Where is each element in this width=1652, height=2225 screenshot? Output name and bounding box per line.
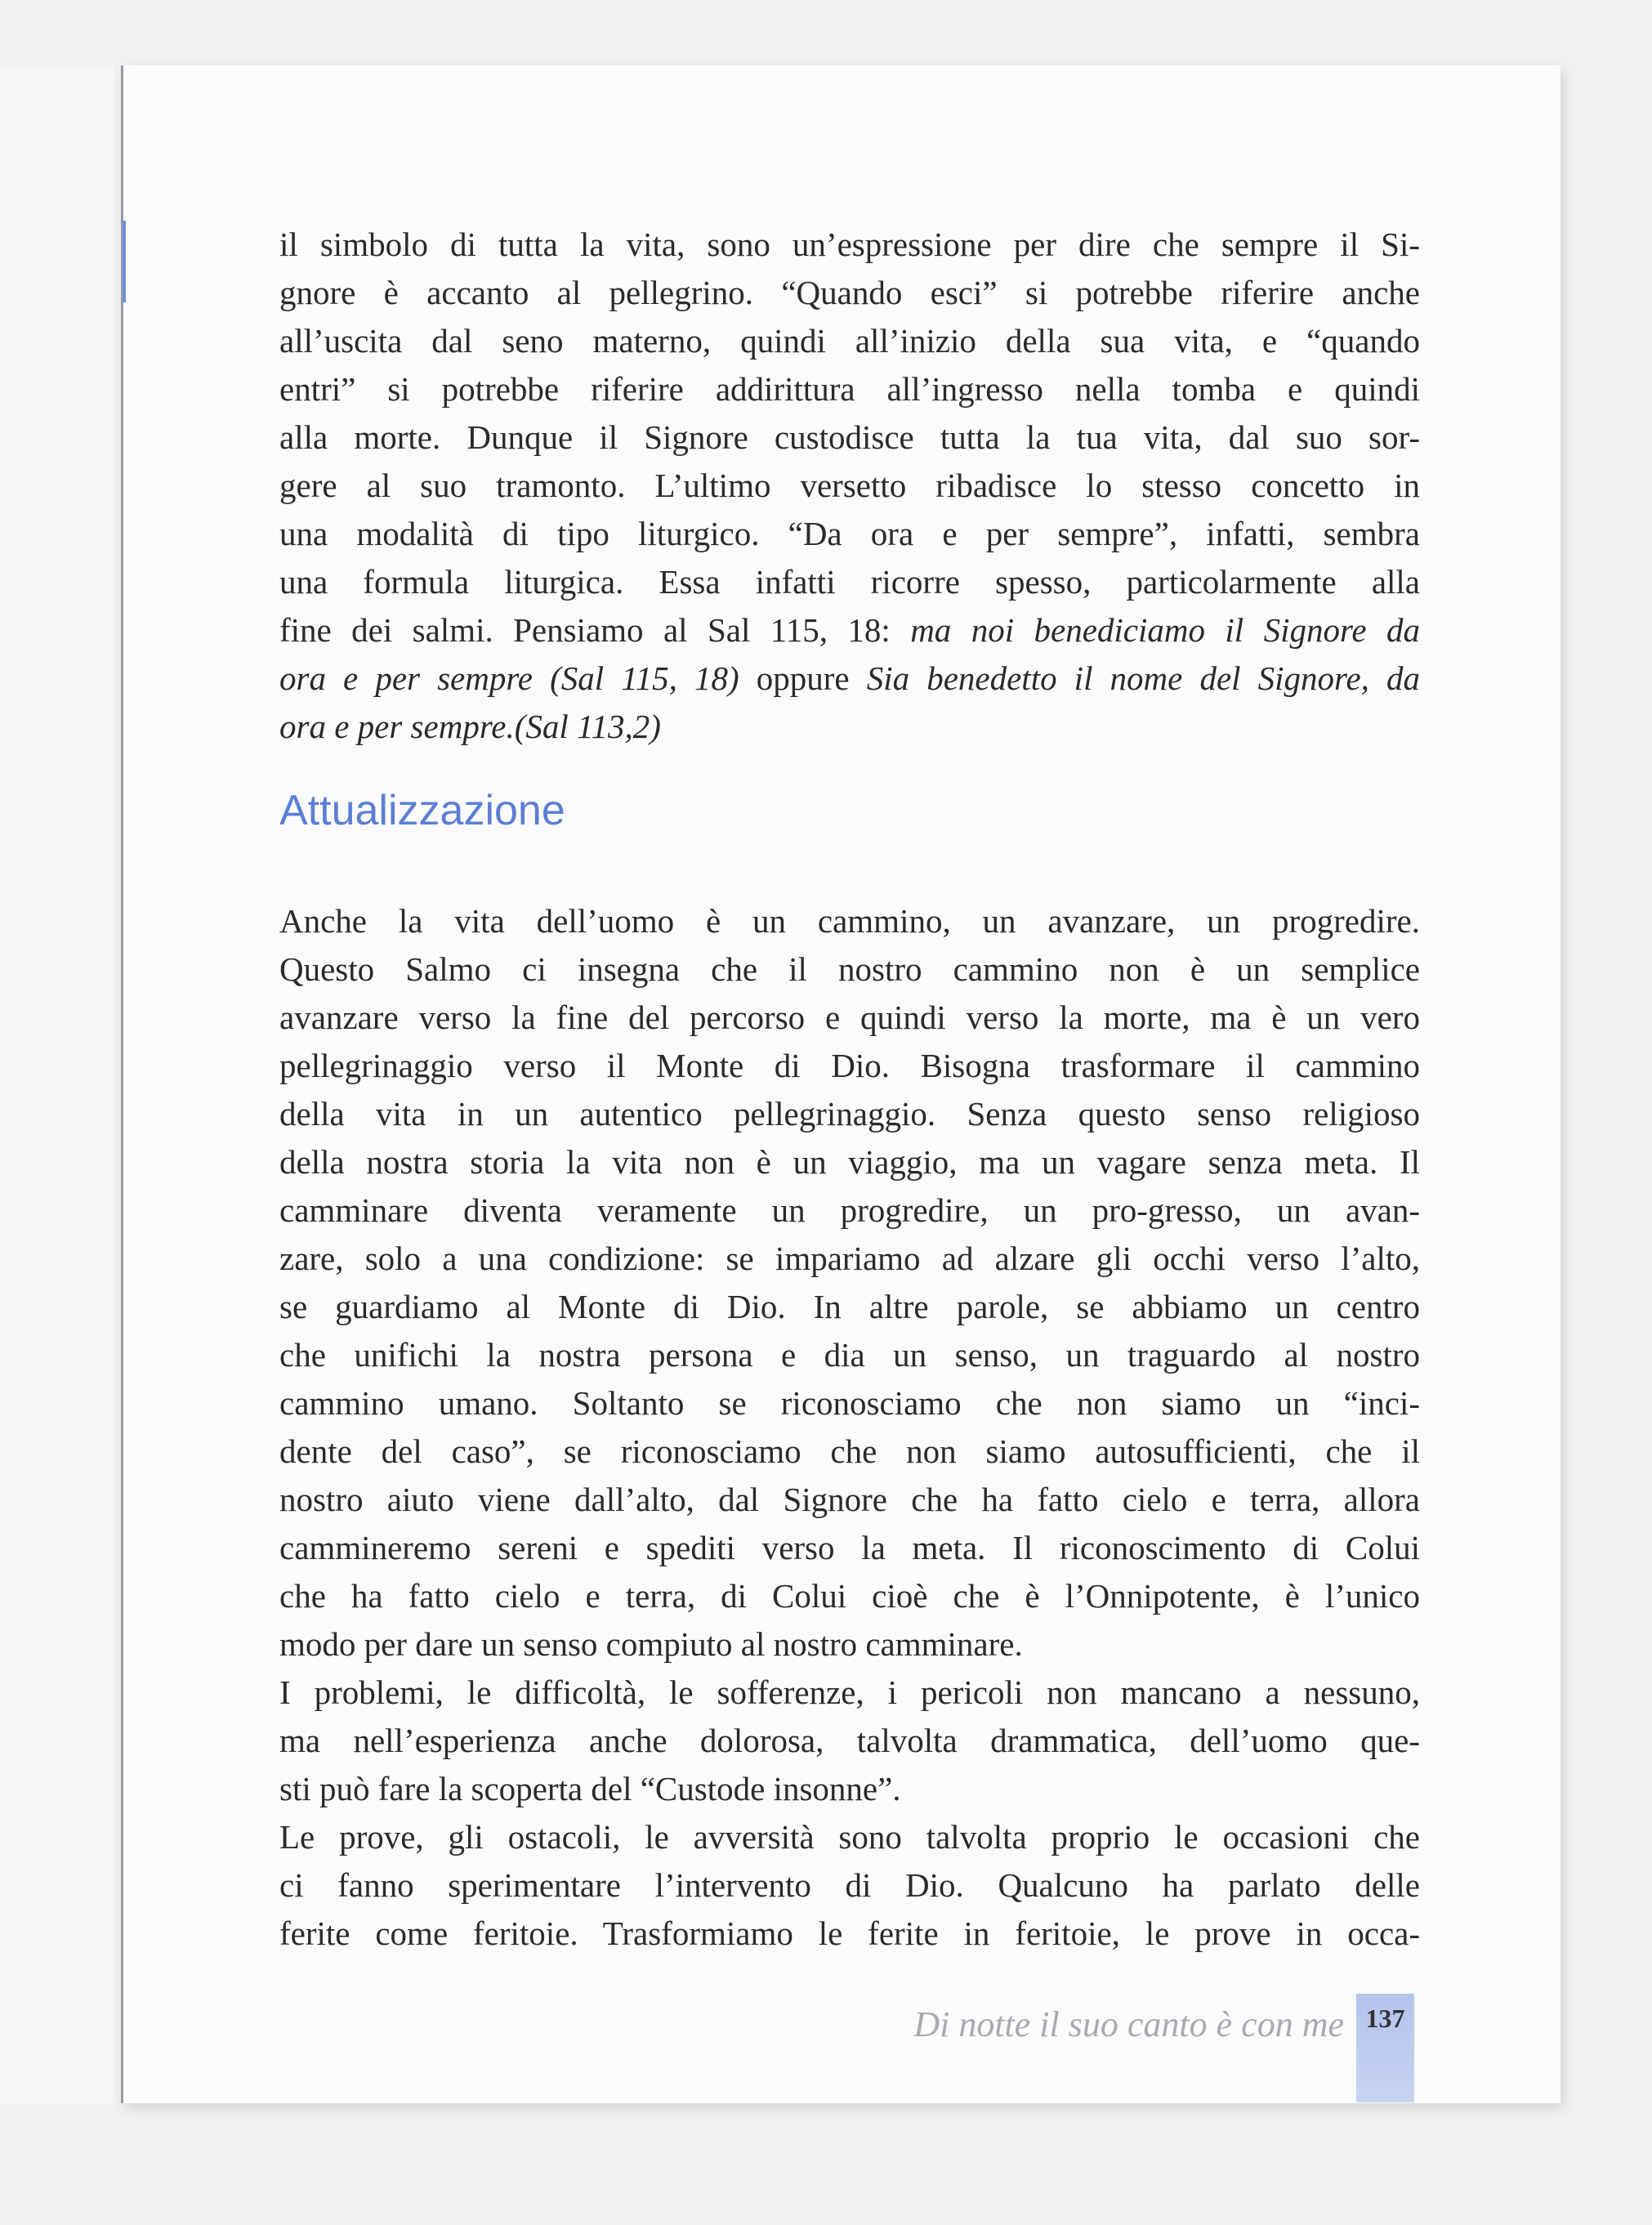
- page-number-tab: [1356, 1994, 1414, 2102]
- paragraph-intro: [279, 221, 1420, 751]
- text-line: che ha fatto cielo e terra, di Colui cioè che è l’Onnipotente, è l’unico: [279, 1577, 1420, 1615]
- section-heading: Attualizzazione: [279, 787, 565, 834]
- text-line: fine dei salmi. Pensiamo al Sal 115, 18: ma noi benediciamo il Signore da: [279, 611, 1420, 649]
- text-line: il simbolo di tutta la vita, sono un’espressione per dire che sempre il Si-: [279, 226, 1420, 263]
- text-line: I problemi, le difficoltà, le sofferenze, i pericoli non mancano a nessuno,: [279, 1673, 1420, 1711]
- text-line-wrap: [279, 1283, 1420, 1331]
- text-line-wrap: [279, 1620, 1420, 1669]
- text-line: modo per dare un senso compiuto al nostro camminare.: [279, 1625, 1023, 1663]
- text-line: entri” si potrebbe riferire addirittura all’ingresso nella tomba e quindi: [279, 370, 1420, 408]
- text-line: pellegrinaggio verso il Monte di Dio. Bisogna trasformare il cammino: [279, 1047, 1420, 1084]
- text-line: zare, solo a una condizione: se impariamo ad alzare gli occhi verso l’alto,: [279, 1240, 1420, 1277]
- text-line: alla morte. Dunque il Signore custodisce tutta la tua vita, dal suo sor-: [279, 418, 1420, 456]
- psalm-quote: ma noi benediciamo il Signore da: [910, 611, 1420, 649]
- text-line-wrap: [279, 1765, 1420, 1813]
- text-line: della vita in un autentico pellegrinaggio. Senza questo senso religioso: [279, 1095, 1420, 1133]
- text-line-wrap: [279, 1090, 1420, 1138]
- text-line: cammino umano. Soltanto se riconosciamo che non siamo un “inci-: [279, 1384, 1420, 1422]
- text-line-wrap: [279, 1138, 1420, 1186]
- text-line-wrap: [279, 1379, 1420, 1427]
- psalm-quote: Sia benedetto il nome del Signore, da: [866, 659, 1420, 697]
- text-line: dente del caso”, se riconosciamo che non siamo autosufficienti, che il: [279, 1432, 1420, 1470]
- text-line-wrap: [279, 1476, 1420, 1524]
- text-line: Le prove, gli ostacoli, le avversità sono talvolta proprio le occasioni che: [279, 1818, 1420, 1856]
- text-line-wrap: [279, 994, 1420, 1042]
- text-line: avanzare verso la fine del percorso e quindi verso la morte, ma è un vero: [279, 999, 1420, 1036]
- text-line: cammineremo sereni e spediti verso la meta. Il riconoscimento di Colui: [279, 1529, 1420, 1566]
- text-line-wrap: [279, 1717, 1420, 1765]
- text-line-wrap: [279, 1524, 1420, 1572]
- text-line-wrap: [279, 1813, 1420, 1861]
- margin-mark: [123, 221, 126, 302]
- text-line-wrap: [279, 1042, 1420, 1090]
- text-line: Anche la vita dell’uomo è un cammino, un avanzare, un progredire.: [279, 902, 1420, 940]
- text-line-wrap: [279, 945, 1420, 994]
- page-number: 137: [1365, 2004, 1405, 2033]
- text-line-wrap: [279, 1235, 1420, 1283]
- psalm-quote: ora e per sempre (Sal 115, 18): [279, 659, 739, 697]
- text-line: una modalità di tipo liturgico. “Da ora e per sempre”, infatti, sembra: [279, 515, 1420, 552]
- text-line-wrap: [279, 1427, 1420, 1476]
- running-title: Di notte il suo canto è con me: [913, 2004, 1344, 2044]
- text-line: gnore è accanto al pellegrino. “Quando esci” si potrebbe riferire anche: [279, 274, 1420, 311]
- text-line: ferite come feritoie. Trasformiamo le ferite in feritoie, le prove in occa-: [279, 1914, 1420, 1952]
- text-line-wrap: [279, 1186, 1420, 1235]
- text-line: Questo Salmo ci insegna che il nostro cammino non è un semplice: [279, 950, 1420, 988]
- text-line-wrap: [279, 1669, 1420, 1717]
- text-line: ci fanno sperimentare l’intervento di Dio. Qualcuno ha parlato delle: [279, 1866, 1420, 1904]
- text-line: della nostra storia la vita non è un viaggio, ma un vagare senza meta. Il: [279, 1143, 1420, 1181]
- text-line: se guardiamo al Monte di Dio. In altre parole, se abbiamo un centro: [279, 1288, 1420, 1325]
- text-line: all’uscita dal seno materno, quindi all’inizio della sua vita, e “quando: [279, 322, 1420, 360]
- text-line: ora e per sempre (Sal 115, 18) oppure Sia benedetto il nome del Signore, da: [279, 659, 1420, 697]
- text-line: nostro aiuto viene dall’alto, dal Signore che ha fatto cielo e terra, allora: [279, 1481, 1420, 1518]
- text-line-wrap: [279, 1910, 1420, 1958]
- page-spine: [121, 65, 123, 2103]
- text-line: ma nell’esperienza anche dolorosa, talvolta drammatica, dell’uomo que-: [279, 1722, 1420, 1759]
- facing-page-edge: [0, 65, 114, 2103]
- text-line-wrap: [279, 897, 1420, 945]
- text-line-wrap: [279, 1861, 1420, 1910]
- text-line-wrap: [279, 1331, 1420, 1379]
- text-line: una formula liturgica. Essa infatti ricorre spesso, particolarmente alla: [279, 563, 1420, 601]
- text-line: che unifichi la nostra persona e dia un senso, un traguardo al nostro: [279, 1336, 1420, 1374]
- text-line: sti può fare la scoperta del “Custode insonne”.: [279, 1770, 901, 1807]
- text-line: gere al suo tramonto. L’ultimo versetto ribadisce lo stesso concetto in: [279, 467, 1420, 504]
- paragraph-body: [279, 897, 1420, 1958]
- text-line: camminare diventa veramente un progredire, un pro-gresso, un avan-: [279, 1191, 1420, 1229]
- text-line-wrap: [279, 1572, 1420, 1620]
- psalm-quote: ora e per sempre.(Sal 113,2): [279, 708, 661, 745]
